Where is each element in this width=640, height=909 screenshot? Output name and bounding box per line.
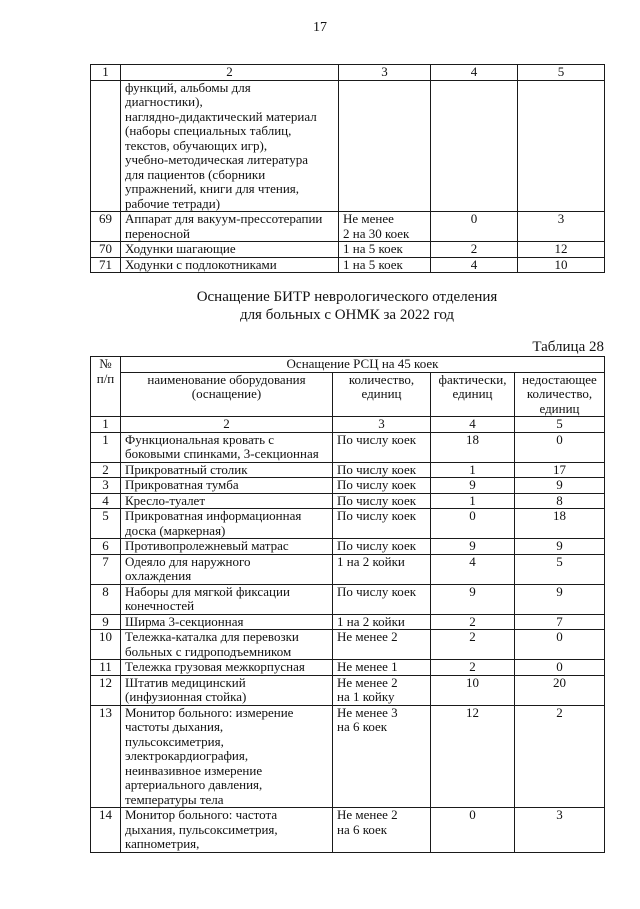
quantity-cell — [339, 80, 431, 212]
item-name-cell — [121, 242, 339, 258]
item-name-cell-line: Противопролежневый матрас — [125, 538, 289, 553]
heading-line-1: Оснащение БИТР неврологического отделения — [196, 289, 498, 305]
item-name-cell — [121, 432, 333, 462]
actual-count-cell — [431, 257, 518, 273]
column-index-cell-line: 3 — [381, 64, 388, 79]
column-index-cell — [91, 417, 121, 433]
table-row — [91, 462, 605, 478]
quantity-cell-line: 1 на 5 коек — [343, 241, 403, 256]
item-name-cell — [121, 705, 333, 808]
item-name-cell-line: Монитор больного: измерение — [125, 704, 294, 720]
missing-count-cell — [515, 509, 605, 539]
missing-count-cell — [515, 614, 605, 630]
item-name-cell — [121, 80, 339, 212]
quantity-cell — [339, 242, 431, 258]
table-row — [91, 675, 605, 705]
header-name-line: (оснащение) — [191, 386, 262, 401]
header-row-columns — [91, 372, 605, 417]
item-name-cell-line: Монитор больного: частота — [125, 807, 278, 822]
missing-count-cell-line: 2 — [556, 704, 563, 720]
item-name-cell-line: Наборы для мягкой фиксации — [125, 583, 290, 599]
actual-count-cell — [431, 493, 515, 509]
header-group-line: Оснащение РСЦ на 45 коек — [286, 356, 439, 371]
missing-count-cell-line: 20 — [553, 674, 566, 690]
actual-count-cell-line: 2 — [469, 613, 476, 629]
quantity-cell — [333, 432, 431, 462]
actual-count-cell — [431, 630, 515, 660]
actual-count-cell — [431, 539, 515, 555]
missing-count-cell — [515, 675, 605, 705]
item-name-cell-line: Одеяло для наружного — [125, 553, 251, 569]
continued-table-index-row — [91, 65, 605, 81]
quantity-cell-line: на 1 койку — [337, 689, 395, 704]
row-number-cell-line: 70 — [99, 241, 112, 256]
quantity-cell — [333, 478, 431, 494]
table-row — [91, 808, 605, 853]
column-index-cell-line: 2 — [223, 416, 230, 431]
actual-count-cell-line: 18 — [466, 431, 479, 447]
row-number-cell-line: 1 — [102, 431, 109, 447]
item-name-cell-line: Функциональная кровать с — [125, 431, 275, 447]
missing-count-cell — [518, 80, 605, 212]
row-number-cell-line: 71 — [99, 256, 112, 272]
item-name-cell-line: доска (маркерная) — [125, 522, 226, 538]
item-name-cell-line: Ходунки с подлокотниками — [125, 256, 277, 272]
column-index-cell — [431, 65, 518, 81]
item-name-cell — [121, 493, 333, 509]
item-name-cell — [121, 660, 333, 676]
quantity-cell — [333, 808, 431, 853]
row-number-cell — [91, 705, 121, 808]
item-name-cell — [121, 509, 333, 539]
item-name-cell-line: артериального давления, — [125, 777, 263, 792]
missing-count-cell — [515, 660, 605, 676]
quantity-cell — [333, 539, 431, 555]
missing-count-cell-line: 0 — [556, 629, 563, 644]
item-name-cell — [121, 539, 333, 555]
item-name-cell — [121, 630, 333, 660]
missing-count-cell-line: 0 — [556, 431, 563, 447]
actual-count-cell — [431, 554, 515, 584]
row-number-cell — [91, 493, 121, 509]
header-name — [121, 372, 333, 417]
missing-count-cell — [515, 584, 605, 614]
item-name-cell-line: наглядно-дидактический материал — [125, 108, 317, 124]
row-number-cell-line: 3 — [102, 477, 109, 492]
table-row — [91, 660, 605, 676]
heading-line-2: для больных с ОНМК за 2022 год — [239, 307, 455, 323]
missing-count-cell — [515, 478, 605, 494]
item-name-cell-line: функций, альбомы для — [125, 79, 251, 95]
actual-count-cell-line: 9 — [469, 538, 476, 553]
quantity-cell — [333, 675, 431, 705]
item-name-cell-line: Ходунки шагающие — [125, 241, 236, 256]
actual-count-cell — [431, 808, 515, 853]
quantity-cell-line: По числу коек — [337, 461, 417, 477]
row-number-cell-line: 9 — [102, 613, 109, 629]
row-number-cell — [91, 554, 121, 584]
column-index-cell — [518, 65, 605, 81]
table-label: Таблица 28 — [532, 339, 604, 355]
column-index-cell-line: 4 — [470, 64, 478, 79]
header-missing-line: количество, — [526, 386, 593, 401]
table-row — [91, 584, 605, 614]
missing-count-cell — [515, 539, 605, 555]
actual-count-cell — [431, 675, 515, 705]
missing-count-cell — [515, 630, 605, 660]
table-row — [91, 493, 605, 509]
row-number-cell-line: 10 — [99, 629, 112, 644]
missing-count-cell-line: 17 — [553, 461, 566, 477]
row-number-cell — [91, 509, 121, 539]
missing-count-cell-line: 10 — [554, 256, 568, 272]
missing-count-cell-line: 18 — [553, 508, 566, 523]
actual-count-cell — [431, 614, 515, 630]
row-number-cell — [91, 257, 121, 273]
item-name-cell-line: температуры тела — [125, 791, 224, 807]
missing-count-cell-line: 9 — [556, 538, 563, 553]
actual-count-cell-line: 0 — [469, 807, 476, 822]
quantity-cell — [333, 554, 431, 584]
quantity-cell-line: Не менее 2 — [337, 629, 398, 644]
actual-count-cell — [431, 212, 518, 242]
actual-count-cell-line: 0 — [470, 211, 478, 226]
quantity-cell-line: Не менее 2 — [337, 807, 398, 822]
missing-count-cell-line: 0 — [556, 659, 563, 674]
item-name-cell-line: (инфузионная стойка) — [125, 689, 247, 704]
row-number-cell — [91, 630, 121, 660]
quantity-cell-line: Не менее 3 — [337, 704, 398, 720]
missing-count-cell — [515, 705, 605, 808]
row-number-cell-line: 4 — [102, 492, 109, 508]
header-row-number-line: п/п — [96, 370, 115, 386]
missing-count-cell — [515, 462, 605, 478]
row-number-cell — [91, 212, 121, 242]
column-index-cell — [333, 417, 431, 433]
actual-count-cell — [431, 462, 515, 478]
item-name-cell — [121, 212, 339, 242]
column-index-cell-line: 1 — [102, 64, 109, 79]
missing-count-cell — [518, 242, 605, 258]
row-number-cell-line: 14 — [99, 807, 112, 822]
item-name-cell-line: капнометрия, — [125, 836, 200, 851]
item-name-cell — [121, 675, 333, 705]
item-name-cell-line: Ширма 3-секционная — [125, 613, 244, 629]
item-name-cell — [121, 614, 333, 630]
item-name-cell-line: Прикроватная информационная — [125, 508, 302, 523]
column-index-cell-line: 1 — [102, 416, 109, 431]
item-name-cell-line: переносной — [125, 225, 190, 241]
column-index-cell — [431, 417, 515, 433]
header-quantity — [333, 372, 431, 417]
item-name-cell-line: боковыми спинками, 3-секционная — [125, 446, 319, 461]
row-number-cell — [91, 614, 121, 630]
header-missing — [515, 372, 605, 417]
item-name-cell-line: диагностики), — [125, 94, 203, 109]
table-row — [91, 478, 605, 494]
item-name-cell-line: пульсоксиметрия, — [125, 733, 224, 749]
item-name-cell-line: конечностей — [125, 598, 195, 613]
actual-count-cell — [431, 80, 518, 212]
column-index-cell — [91, 65, 121, 81]
quantity-cell-line: на 6 коек — [337, 719, 388, 734]
header-group — [121, 357, 605, 373]
actual-count-cell-line: 4 — [470, 256, 478, 272]
missing-count-cell-line: 9 — [556, 583, 563, 599]
quantity-cell — [339, 257, 431, 273]
table-row — [91, 257, 605, 273]
header-name-line: наименование оборудования — [147, 371, 306, 387]
row-number-cell — [91, 584, 121, 614]
table-row — [91, 432, 605, 462]
quantity-cell — [333, 509, 431, 539]
column-index-cell — [121, 417, 333, 433]
item-name-cell — [121, 808, 333, 853]
table-row — [91, 554, 605, 584]
table-row — [91, 80, 605, 212]
item-name-cell-line: упражнений, книги для чтения, — [125, 181, 300, 196]
actual-count-cell-line: 0 — [469, 508, 476, 523]
header-actual — [431, 372, 515, 417]
header-actual-line: единиц — [452, 386, 493, 401]
item-name-cell-line: охлаждения — [125, 568, 192, 583]
quantity-cell-line: Не менее 1 — [337, 659, 398, 674]
section-heading — [90, 288, 604, 324]
quantity-cell-line: Не менее 2 — [337, 674, 398, 690]
row-number-cell-line: 13 — [99, 704, 112, 720]
item-name-cell-line: неинвазивное измерение — [125, 762, 263, 778]
quantity-cell-line: Не менее — [343, 211, 394, 226]
quantity-cell-line: По числу коек — [337, 477, 417, 492]
actual-count-cell-line: 9 — [469, 477, 476, 492]
item-name-cell-line: для пациентов (сборники — [125, 166, 266, 182]
actual-count-cell — [431, 705, 515, 808]
row-number-cell — [91, 242, 121, 258]
column-index-cell — [339, 65, 431, 81]
row-number-cell — [91, 539, 121, 555]
quantity-cell-line: 1 на 5 коек — [343, 256, 403, 272]
actual-count-cell — [431, 432, 515, 462]
row-number-cell — [91, 808, 121, 853]
table-row — [91, 539, 605, 555]
actual-count-cell — [431, 242, 518, 258]
row-number-cell-line: 12 — [99, 674, 112, 690]
table-row — [91, 630, 605, 660]
item-name-cell-line: текстов, обучающих игр), — [125, 137, 268, 153]
missing-count-cell — [515, 808, 605, 853]
item-name-cell-line: частоты дыхания, — [125, 719, 224, 734]
item-name-cell-line: Аппарат для вакуум-прессотерапии — [125, 211, 323, 226]
quantity-cell — [333, 630, 431, 660]
column-index-cell-line: 5 — [556, 416, 563, 431]
header-row-group — [91, 357, 605, 373]
item-name-cell-line: Прикроватный столик — [125, 461, 248, 477]
missing-count-cell-line: 5 — [556, 553, 563, 569]
item-name-cell-line: Тележка-каталка для перевозки — [125, 629, 299, 644]
quantity-cell-line: 1 на 2 койки — [337, 553, 405, 569]
row-number-cell — [91, 80, 121, 212]
actual-count-cell-line: 10 — [466, 674, 479, 690]
table-row — [91, 242, 605, 258]
header-index-row — [91, 417, 605, 433]
table-row — [91, 614, 605, 630]
missing-count-cell-line: 8 — [556, 492, 563, 508]
row-number-cell — [91, 660, 121, 676]
item-name-cell — [121, 554, 333, 584]
actual-count-cell-line: 12 — [466, 704, 479, 720]
item-name-cell-line: дыхания, пульсоксиметрия, — [125, 821, 278, 837]
quantity-cell-line: По числу коек — [337, 508, 417, 523]
continued-table — [90, 64, 605, 273]
item-name-cell-line: электрокардиография, — [125, 748, 249, 763]
item-name-cell-line: Кресло-туалет — [125, 492, 206, 508]
item-name-cell — [121, 584, 333, 614]
table-row — [91, 212, 605, 242]
missing-count-cell-line: 12 — [554, 241, 568, 256]
row-number-cell-line: 6 — [102, 538, 109, 553]
missing-count-cell — [518, 257, 605, 273]
missing-count-cell-line: 9 — [556, 477, 563, 492]
equipment-table — [90, 356, 605, 853]
actual-count-cell-line: 9 — [469, 583, 476, 599]
actual-count-cell — [431, 509, 515, 539]
actual-count-cell — [431, 584, 515, 614]
quantity-cell — [333, 462, 431, 478]
quantity-cell — [333, 705, 431, 808]
row-number-cell — [91, 478, 121, 494]
missing-count-cell — [518, 212, 605, 242]
column-index-cell-line: 3 — [378, 416, 385, 431]
missing-count-cell — [515, 432, 605, 462]
table-row — [91, 509, 605, 539]
quantity-cell — [333, 614, 431, 630]
quantity-cell-line: По числу коек — [337, 431, 417, 447]
actual-count-cell-line: 1 — [469, 461, 476, 477]
actual-count-cell-line: 2 — [469, 629, 476, 644]
item-name-cell-line: рабочие тетради) — [125, 195, 221, 211]
actual-count-cell-line: 1 — [469, 492, 476, 508]
item-name-cell-line: учебно-методическая литература — [125, 152, 309, 167]
actual-count-cell-line: 2 — [469, 659, 476, 674]
page-number: 17 — [313, 20, 327, 35]
item-name-cell-line: Тележка грузовая межкорпусная — [125, 659, 305, 674]
row-number-cell — [91, 675, 121, 705]
column-index-cell-line: 2 — [226, 64, 233, 79]
quantity-cell — [333, 493, 431, 509]
item-name-cell-line: больных с гидроподъемником — [125, 643, 292, 659]
header-quantity-line: количество, — [348, 371, 415, 387]
header-row-number-line: № — [99, 356, 112, 371]
missing-count-cell-line: 3 — [556, 807, 563, 822]
item-name-cell-line: Штатив медицинский — [125, 674, 246, 690]
header-quantity-line: единиц — [361, 386, 402, 401]
quantity-cell-line: 1 на 2 койки — [337, 613, 405, 629]
row-number-cell — [91, 462, 121, 478]
quantity-cell-line: По числу коек — [337, 538, 417, 553]
column-index-cell-line: 4 — [469, 416, 476, 431]
row-number-cell-line: 7 — [102, 553, 109, 569]
column-index-cell-line: 5 — [557, 64, 565, 79]
item-name-cell-line: (наборы специальных таблиц, — [125, 123, 292, 138]
item-name-cell — [121, 478, 333, 494]
quantity-cell — [333, 660, 431, 676]
quantity-cell — [333, 584, 431, 614]
row-number-cell-line: 69 — [99, 211, 112, 226]
actual-count-cell — [431, 478, 515, 494]
row-number-cell — [91, 432, 121, 462]
item-name-cell — [121, 257, 339, 273]
item-name-cell-line: Прикроватная тумба — [125, 477, 239, 492]
header-missing-line: единиц — [539, 400, 580, 416]
column-index-cell — [121, 65, 339, 81]
row-number-cell-line: 8 — [102, 583, 109, 599]
row-number-cell-line: 5 — [102, 508, 109, 523]
quantity-cell-line: 2 на 30 коек — [343, 225, 410, 241]
quantity-cell-line: на 6 коек — [337, 821, 388, 837]
missing-count-cell — [515, 554, 605, 584]
quantity-cell-line: По числу коек — [337, 492, 417, 508]
actual-count-cell-line: 2 — [470, 241, 478, 256]
row-number-cell-line: 2 — [102, 461, 109, 477]
row-number-cell-line: 11 — [99, 659, 112, 674]
column-index-cell — [515, 417, 605, 433]
missing-count-cell — [515, 493, 605, 509]
header-missing-line: недостающее — [522, 371, 597, 387]
quantity-cell — [339, 212, 431, 242]
actual-count-cell-line: 4 — [469, 553, 476, 569]
missing-count-cell-line: 3 — [557, 211, 565, 226]
actual-count-cell — [431, 660, 515, 676]
missing-count-cell-line: 7 — [556, 613, 563, 629]
quantity-cell-line: По числу коек — [337, 583, 417, 599]
item-name-cell — [121, 462, 333, 478]
table-row — [91, 705, 605, 808]
header-actual-line: фактически, — [438, 371, 507, 387]
header-row-number — [91, 357, 121, 417]
